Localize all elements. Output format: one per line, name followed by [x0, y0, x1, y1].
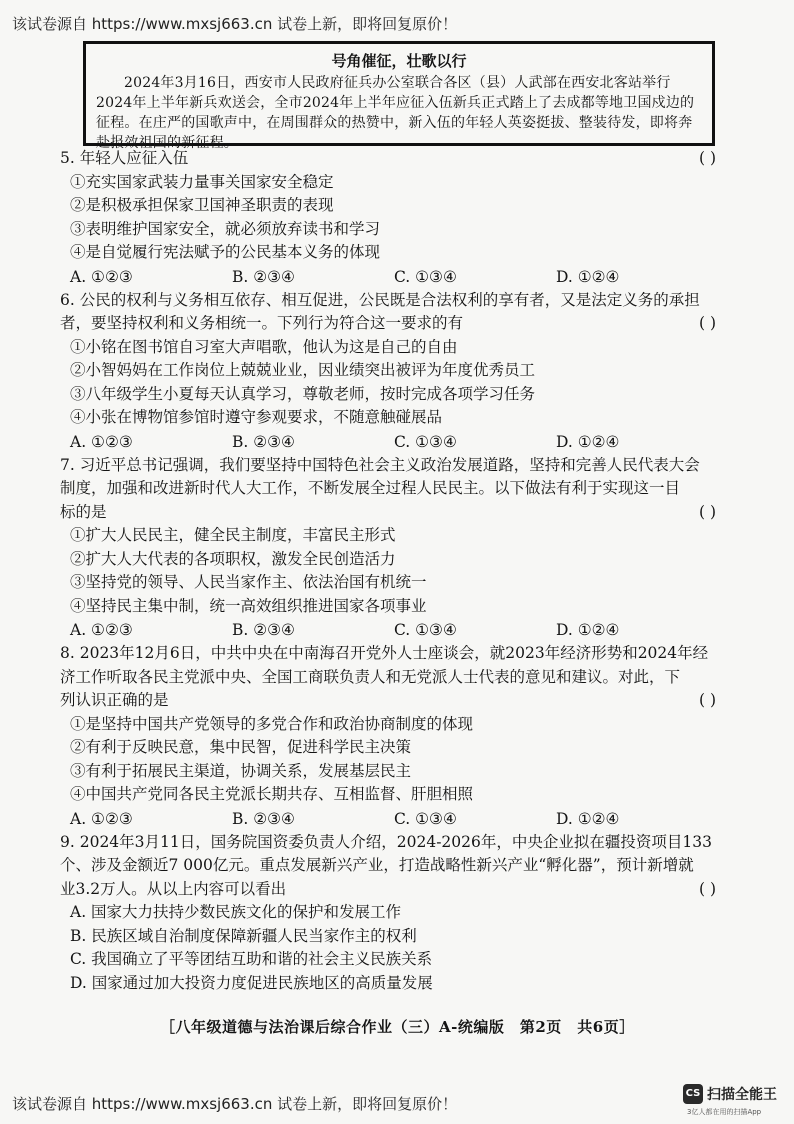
scanner-name: 扫描全能王	[707, 1087, 777, 1103]
question-stem-line	[60, 854, 730, 878]
option: C. ①③④	[394, 809, 457, 828]
statement: ①扩大人民民主，健全民主制度，丰富民主形式	[70, 526, 396, 544]
statement: ①是坚持中国共产党领导的多党合作和政治协商制度的体现	[70, 714, 474, 733]
question-stem-text: 标的是	[60, 502, 107, 521]
question-stem-text: 制度，加强和改进新时代人大工作，不断发展全过程人民民主。以下做法有利于实现这一目	[60, 479, 681, 497]
question-stem-line	[60, 289, 730, 313]
watermark-bottom: 该试卷源自 https://www.mxsj663.cn 试卷上新，即将回复原价！	[12, 1095, 458, 1113]
statement: A. 国家大力扶持少数民族文化的保护和发展工作	[70, 903, 402, 921]
statement: ④坚持民主集中制，统一高效组织推进国家各项事业	[70, 596, 427, 615]
question-6	[60, 289, 730, 454]
question-stem-text: 列认识正确的是	[60, 691, 169, 709]
statement: ④是自觉履行宪法赋予的公民基本义务的体现	[70, 243, 381, 261]
question-stem-text: 8. 2023年12月6日，中共中央在中南海召开党外人士座谈会，就2023年经济形势和2024年经	[60, 644, 709, 662]
question-stem-text: 业3.2万人。从以上内容可以看出	[60, 879, 287, 898]
question-stem-line	[60, 147, 730, 171]
question-stem-line	[60, 501, 730, 525]
statement: ③八年级学生小夏每天认真学习，尊敬老师，按时完成各项学习任务	[70, 384, 536, 403]
statement: ③有利于拓展民主渠道，协调关系，发展基层民主	[70, 761, 412, 780]
option: B. ②③④	[232, 432, 295, 451]
statement: ③表明维护国家安全，就必须放弃读书和学习	[70, 219, 381, 238]
question-stem-text: 者，要坚持权利和义务相统一。下列行为符合这一要求的有	[60, 314, 464, 332]
option: B. ②③④	[232, 621, 295, 639]
option: D. ①②④	[556, 621, 620, 639]
question-stem-text: 6. 公民的权利与义务相互依存、相互促进，公民既是合法权利的享有者，又是法定义务的承担	[60, 290, 700, 309]
question-stem-line	[60, 878, 730, 902]
option: D. ①②④	[556, 267, 620, 286]
question-stem-text: 个、涉及金额近7 000亿元。重点发展新兴产业，打造战略性新兴产业“孵化器”，预计新增就	[60, 856, 694, 874]
question-9	[60, 831, 730, 996]
option: A. ①②③	[70, 809, 133, 828]
statement: D. 国家通过加大投资力度促进民族地区的高质量发展	[70, 973, 433, 992]
page-footer: ［八年级道德与法治课后综合作业（三）A-统编版 第2页 共6页］	[160, 1018, 635, 1036]
question-stem-text: 9. 2024年3月11日，国务院国资委负责人介绍，2024-2026年，中央企业拟在疆投资项目133	[60, 832, 712, 851]
statement: ②有利于反映民意，集中民智，促进科学民主决策	[70, 738, 412, 756]
question-list	[60, 147, 730, 995]
statement: ②是积极承担保家卫国神圣职责的表现	[70, 196, 334, 214]
answer-blank: ( )	[698, 879, 716, 898]
question-8	[60, 642, 730, 831]
option: A. ①②③	[70, 432, 133, 451]
option-row	[60, 618, 730, 642]
question-7	[60, 454, 730, 643]
question-stem-line	[60, 689, 730, 713]
camscanner-icon: CS	[683, 1084, 703, 1104]
option-row	[60, 807, 730, 831]
option: B. ②③④	[232, 267, 295, 286]
question-stem-text: 济工作听取各民主党派中央、全国工商联负责人和无党派人士代表的意见和建议。对此，下	[60, 667, 681, 686]
scanner-slogan: 3亿人都在用的扫描App	[687, 1108, 762, 1116]
question-5	[60, 147, 730, 289]
option: C. ①③④	[394, 432, 457, 451]
material-text: 2024年3月16日，西安市人民政府征兵办公室联合各区（县）人武部在西安北客站举行2024年上半年新兵欢送会，全市2024年上半年应征入伍新兵正式踏上了去成都等地卫国戍边的征程。在庄严的国歌声中，在周围群众的热赞中，新入伍的年轻人英姿挺拔、整装待发，即将奔赴报效祖国的新征程。	[96, 75, 695, 151]
question-stem-line	[60, 477, 730, 501]
question-stem-line	[60, 642, 730, 666]
option: C. ①③④	[394, 267, 457, 286]
statement: C. 我国确立了平等团结互助和谐的社会主义民族关系	[70, 950, 433, 968]
option: A. ①②③	[70, 621, 133, 639]
option: B. ②③④	[232, 809, 295, 828]
question-stem-line	[60, 831, 730, 855]
scanner-logo	[683, 1083, 793, 1119]
statement: ①小铭在图书馆自习室大声唱歌，他认为这是自己的自由	[70, 337, 458, 356]
statement: ③坚持党的领导、人民当家作主、依法治国有机统一	[70, 573, 427, 591]
option: A. ①②③	[70, 267, 133, 286]
question-stem-line	[60, 666, 730, 690]
option: C. ①③④	[394, 621, 457, 639]
question-stem-text: 5. 年轻人应征入伍	[60, 149, 189, 167]
statement: ①充实国家武装力量事关国家安全稳定	[70, 172, 334, 191]
question-stem-line	[60, 312, 730, 336]
material-box	[83, 41, 715, 151]
statement: B. 民族区域自治制度保障新疆人民当家作主的权利	[70, 926, 417, 945]
statement: ②小智妈妈在工作岗位上兢兢业业，因业绩突出被评为年度优秀员工	[70, 361, 536, 379]
statement: ④小张在博物馆参馆时遵守参观要求，不随意触碰展品	[70, 408, 443, 426]
option-row	[60, 430, 730, 454]
answer-blank: ( )	[698, 691, 716, 709]
answer-blank: ( )	[698, 314, 716, 332]
statement: ②扩大人大代表的各项职权，激发全民创造活力	[70, 549, 396, 568]
option: D. ①②④	[556, 432, 620, 451]
answer-blank: ( )	[698, 149, 716, 167]
option-row	[60, 265, 730, 289]
option: D. ①②④	[556, 809, 620, 828]
question-stem-text: 7. 习近平总书记强调，我们要坚持中国特色社会主义政治发展道路，坚持和完善人民代表大会	[60, 455, 700, 474]
question-stem-line	[60, 454, 730, 478]
watermark-top: 该试卷源自 https://www.mxsj663.cn 试卷上新，即将回复原价！	[12, 15, 458, 33]
material-title: 号角催征，壮歌以行	[331, 52, 467, 70]
statement: ④中国共产党同各民主党派长期共存、互相监督、肝胆相照	[70, 785, 474, 803]
answer-blank: ( )	[698, 502, 716, 521]
